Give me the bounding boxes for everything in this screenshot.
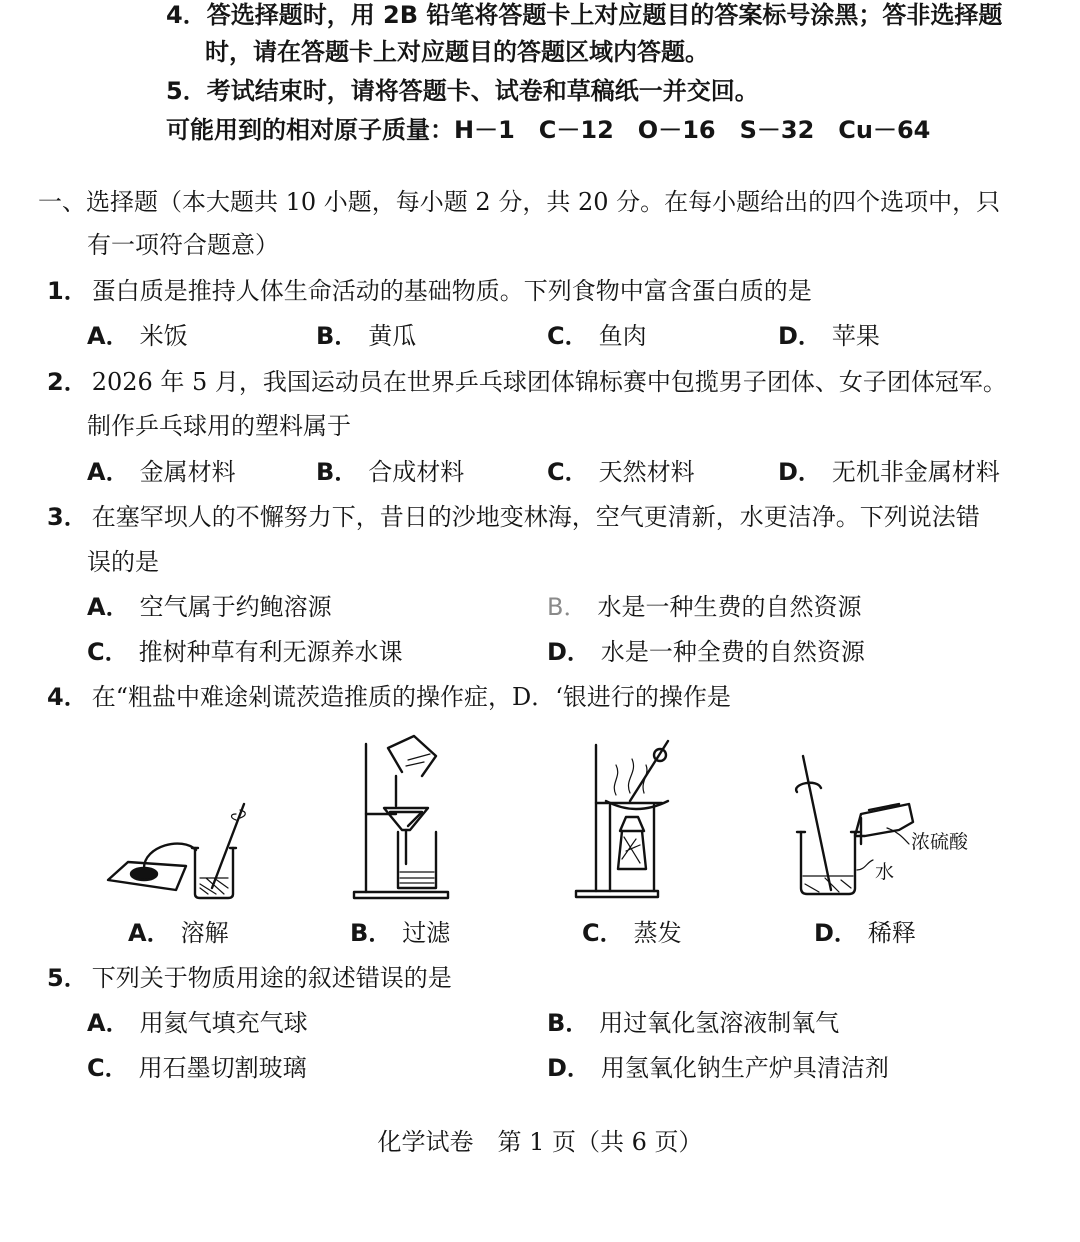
atomic-mass-note: 可能用到的相对原子质量：H－1 C－12 O－16 S－32 Cu－64 [166, 116, 931, 144]
figure-c-caption: C． 蒸发 [582, 919, 682, 947]
question-stem: 蛋白质是推持人体生命活动的基础物质。下列食物中富含蛋白质的是 [91, 277, 812, 305]
q3-option-a[interactable]: A． 空气属于约鲍溶源 [87, 593, 332, 621]
q3-option-d[interactable]: D． 水是一种全费的自然资源 [547, 638, 865, 666]
question-stem: 在塞罕坝人的不懈努力下，昔日的沙地变林海，空气更清新，水更洁净。下列说法错 [91, 503, 980, 531]
question-stem: 2026 年 5 月，我国运动员在世界乒乓球团体锦标赛中包揽男子团体、女子团体冠军。 [91, 368, 1007, 396]
question-number: 4． [47, 683, 88, 711]
question-5 [47, 963, 452, 993]
q3-option-c[interactable]: C． 推树种草有利无源养水课 [87, 638, 403, 666]
q2-option-b[interactable]: B． 合成材料 [316, 458, 465, 486]
dissolving-figure [100, 790, 260, 905]
q5-option-d[interactable]: D． 用氢氧化钠生产炉具清洁剂 [547, 1054, 889, 1082]
q1-option-b[interactable]: B． 黄瓜 [316, 322, 417, 350]
q5-option-b[interactable]: B． 用过氧化氢溶液制氧气 [547, 1009, 840, 1037]
question-3 [47, 502, 980, 532]
instruction-item-4-line-2: 时，请在答题卡上对应题目的答题区域内答题。 [205, 38, 709, 66]
section-heading: 一、选择题（本大题共 10 小题，每小题 2 分，共 20 分。在每小题给出的四个选项中，只 [38, 188, 1001, 216]
figure-d-caption: D． 稀释 [814, 919, 916, 947]
q2-option-a[interactable]: A． 金属材料 [87, 458, 236, 486]
q1-option-a[interactable]: A． 米饭 [87, 322, 188, 350]
question-number: 3． [47, 503, 88, 531]
acid-label: 浓硫酸 [911, 831, 969, 853]
q1-option-c[interactable]: C． 鱼肉 [547, 322, 647, 350]
q2-option-d[interactable]: D． 无机非金属材料 [778, 458, 1000, 486]
q5-option-c[interactable]: C． 用石墨切割玻璃 [87, 1054, 307, 1082]
filtration-figure [350, 732, 460, 902]
figure-a-caption: A． 溶解 [128, 919, 229, 947]
question-2 [47, 367, 1007, 397]
instruction-item-5: 5．考试结束时，请将答题卡、试卷和草稿纸一并交回。 [166, 77, 759, 105]
page-footer: 化学试卷 第 1 页（共 6 页） [377, 1128, 703, 1156]
question-3-stem-cont: 误的是 [87, 548, 159, 576]
question-1 [47, 276, 812, 306]
question-4 [47, 682, 731, 712]
evaporation-figure [570, 735, 690, 903]
figure-b-caption: B． 过滤 [350, 919, 451, 947]
section-heading-cont: 有一项符合题意） [87, 231, 279, 259]
q5-option-a[interactable]: A． 用氦气填充气球 [87, 1009, 308, 1037]
dilution-figure [795, 752, 990, 902]
question-number: 5． [47, 964, 88, 992]
question-number: 2． [47, 368, 88, 396]
q1-option-d[interactable]: D． 苹果 [778, 322, 880, 350]
q3-option-b[interactable]: B． 水是一种生费的自然资源 [547, 593, 862, 621]
water-label: 水 [875, 861, 895, 883]
question-number: 1． [47, 277, 88, 305]
instruction-item-4-line-1: 4．答选择题时，用 2B 铅笔将答题卡上对应题目的答案标号涂黑；答非选择题 [166, 1, 1003, 29]
question-2-stem-cont: 制作乒乓球用的塑料属于 [87, 412, 351, 440]
q2-option-c[interactable]: C． 天然材料 [547, 458, 695, 486]
question-stem: 下列关于物质用途的叙述错误的是 [91, 964, 452, 992]
question-stem: 在“粗盐中难途剁谎茨造推质的操作症，D．‘银进行的操作是 [91, 683, 731, 711]
